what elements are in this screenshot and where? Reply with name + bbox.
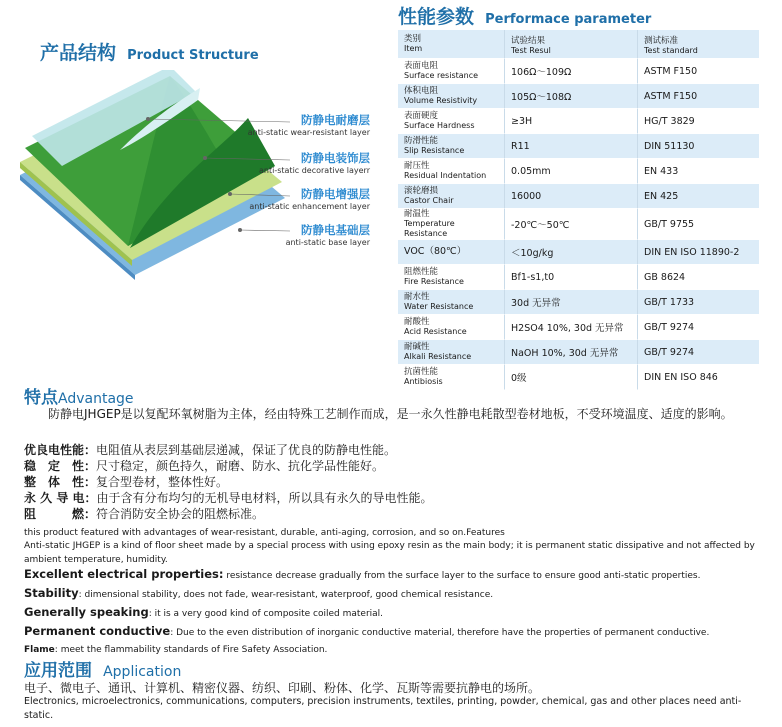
row-result: 0.05mm — [504, 159, 637, 184]
header-item-en: Item — [404, 44, 423, 53]
advantage-point-en-text: : meet the flammability standards of Fire Safety Association. — [54, 645, 328, 655]
layer-label-decorative — [238, 150, 370, 175]
advantage-point-text: 尺寸稳定，颜色持久，耐磨、防水、抗化学品性能好。 — [96, 459, 385, 473]
row-item-cn: VOC（80℃） — [404, 246, 467, 257]
row-item — [398, 159, 504, 184]
advantage-point-en-label: Generally speaking — [24, 605, 149, 619]
row-item-en: Antibiosis — [404, 377, 443, 386]
layer-label-enhancement — [238, 186, 370, 211]
row-standard: EN 433 — [637, 159, 759, 184]
application-text-cn: 电子、微电子、通讯、计算机、精密仪器、纺织、印刷、粉体、化学、瓦斯等需要抗静电的场所。 — [24, 681, 541, 695]
advantage-en-line1: this product featured with advantages of wear-resistant, durable, anti-aging, corrosion, and so on.Features — [24, 528, 505, 538]
row-item-cn: 滚轮磨损 — [404, 186, 439, 196]
layer-label-wear-cn: 防静电耐磨层 — [301, 113, 370, 127]
row-standard: GB/T 9755 — [637, 209, 759, 240]
structure-title-en: Product Structure — [127, 48, 259, 63]
row-item-en: Residual Indentation — [404, 171, 487, 180]
row-item-en: Slip Resistance — [404, 146, 465, 155]
table-row — [398, 365, 759, 390]
table-row — [398, 159, 759, 184]
advantage-point-text: 复合型卷材，整体性好。 — [96, 475, 229, 489]
advantage-point-en-label: Permanent conductive — [24, 624, 171, 638]
row-item-cn: 耐碱性 — [404, 342, 430, 352]
row-item-cn: 耐酸性 — [404, 317, 430, 327]
advantage-point-label: 优良电性能： — [24, 443, 97, 457]
row-result: 0级 — [504, 365, 637, 390]
table-row — [398, 240, 759, 265]
advantage-point-cn — [24, 490, 762, 506]
row-result: 16000 — [504, 184, 637, 209]
row-item-cn: 表面硬度 — [404, 111, 439, 121]
row-result: 105Ω～108Ω — [504, 84, 637, 109]
row-standard: GB 8624 — [637, 265, 759, 290]
row-item-en: Castor Chair — [404, 196, 454, 205]
row-item-en: Surface Hardness — [404, 121, 475, 130]
table-header-row — [398, 30, 759, 59]
row-result: ＜10g/kg — [504, 240, 637, 265]
header-result — [504, 30, 637, 59]
header-result-en: Test Resul — [511, 45, 551, 55]
row-item — [398, 209, 504, 240]
advantage-en-line2: Anti-static JHGEP is a kind of floor sheet made by a special process with using epoxy resin as the main body; it is permanent static dissipative and not affected by ambient temperature, humidity. — [24, 541, 755, 565]
row-standard: ASTM F150 — [637, 59, 759, 84]
performance-table — [398, 30, 759, 390]
advantage-point-en-text: : dimensional stability, does not fade, wear-resistant, waterproof, good chemical resistance. — [78, 590, 494, 600]
row-item — [398, 184, 504, 209]
row-item-en: Alkali Resistance — [404, 352, 472, 361]
advantage-points-en — [24, 566, 769, 659]
header-standard-en: Test standard — [644, 45, 698, 55]
row-item-cn: 表面电阻 — [404, 61, 439, 71]
header-item-cn: 类别 — [404, 34, 422, 44]
structure-heading — [40, 38, 259, 65]
advantage-point-text: 由于含有分布均匀的无机导电材料，所以具有永久的导电性能。 — [96, 491, 433, 505]
advantage-heading — [24, 383, 134, 408]
row-item — [398, 240, 504, 265]
row-result: -20℃～50℃ — [504, 209, 637, 240]
structure-title-cn: 产品结构 — [40, 42, 117, 64]
advantage-point-en-label: Excellent electrical properties: — [24, 567, 224, 581]
advantage-point-label: 阻 燃： — [24, 507, 97, 521]
row-item — [398, 59, 504, 84]
table-row — [398, 315, 759, 340]
row-item-en: Acid Resistance — [404, 327, 467, 336]
row-item-en: Volume Resistivity — [404, 96, 478, 105]
application-heading — [24, 656, 181, 681]
layer-label-enhancement-en: anti-static enhancement layer — [249, 202, 370, 211]
row-result: R11 — [504, 134, 637, 159]
layer-label-decorative-cn: 防静电装饰层 — [301, 151, 370, 165]
row-item — [398, 265, 504, 290]
application-title-en: Application — [103, 664, 182, 680]
advantage-point-text: 符合消防安全协会的阻燃标准。 — [96, 507, 265, 521]
application-title-cn: 应用范围 — [24, 661, 92, 681]
advantage-point-en-text: : it is a very good kind of composite coiled material. — [148, 609, 384, 619]
row-result: NaOH 10%, 30d 无异常 — [504, 340, 637, 365]
advantage-point-en — [24, 585, 769, 604]
row-item-cn: 阻燃性能 — [404, 267, 439, 277]
row-item — [398, 109, 504, 134]
advantage-point-en-text: resistance decrease gradually from the surface layer to the surface to ensure good anti-static properties. — [223, 571, 701, 581]
row-standard: DIN EN ISO 11890-2 — [637, 240, 759, 265]
header-standard-cn: 测试标准 — [644, 35, 679, 46]
row-item-cn: 抗菌性能 — [404, 367, 439, 377]
row-result: 106Ω～109Ω — [504, 59, 637, 84]
advantage-point-en-label: Flame — [24, 645, 55, 655]
row-item — [398, 84, 504, 109]
row-standard: GB/T 9274 — [637, 315, 759, 340]
row-item-cn: 防滑性能 — [404, 136, 439, 146]
performance-title-cn: 性能参数 — [398, 6, 475, 28]
header-result-cn: 试验结果 — [511, 35, 546, 46]
advantage-point-en-label: Stability — [24, 586, 79, 600]
row-item-en: Surface resistance — [404, 71, 479, 80]
advantage-title-en: Advantage — [58, 391, 134, 407]
application-text-en: Electronics, microelectronics, communications, computers, precision instruments, textiles, printing, powder, chemical, gas and other places need anti-static. — [24, 696, 742, 721]
row-standard: HG/T 3829 — [637, 109, 759, 134]
advantage-point-en — [24, 604, 769, 623]
layer-label-wear — [238, 112, 370, 137]
row-result: Bf1-s1,t0 — [504, 265, 637, 290]
advantage-point-label: 整 体 性： — [24, 475, 97, 489]
row-item-en: Water Resistance — [404, 302, 474, 311]
performance-title-en: Performace parameter — [485, 12, 652, 27]
row-result: 30d 无异常 — [504, 290, 637, 315]
layer-label-base — [238, 222, 370, 247]
advantage-point-label: 永 久 导 电： — [24, 491, 97, 505]
table-row — [398, 340, 759, 365]
table-row — [398, 265, 759, 290]
row-item — [398, 340, 504, 365]
row-item — [398, 290, 504, 315]
table-row — [398, 84, 759, 109]
advantage-point-label: 稳 定 性： — [24, 459, 97, 473]
row-item-en: Temperature Resistance — [404, 219, 455, 238]
advantage-point-cn — [24, 442, 762, 458]
advantage-point-en — [24, 566, 769, 585]
row-standard: DIN EN ISO 846 — [637, 365, 759, 390]
header-item — [398, 30, 504, 59]
row-item-cn: 体积电阻 — [404, 86, 439, 96]
row-item — [398, 365, 504, 390]
advantage-point-cn — [24, 474, 762, 490]
table-row — [398, 109, 759, 134]
row-item-en: Fire Resistance — [404, 277, 464, 286]
layer-label-base-en: anti-static base layer — [285, 238, 370, 247]
row-item-cn: 耐压性 — [404, 161, 430, 171]
row-standard: EN 425 — [637, 184, 759, 209]
advantage-points-cn — [24, 442, 762, 522]
table-row — [398, 184, 759, 209]
header-standard — [637, 30, 759, 59]
table-row — [398, 209, 759, 240]
layer-structure-illustration — [20, 70, 400, 280]
advantage-point-cn — [24, 458, 762, 474]
row-result: H2SO4 10%, 30d 无异常 — [504, 315, 637, 340]
row-item-cn: 耐温性 — [404, 209, 430, 219]
row-standard: DIN 51130 — [637, 134, 759, 159]
advantage-title-cn: 特点 — [24, 388, 58, 408]
row-standard: GB/T 1733 — [637, 290, 759, 315]
table-row — [398, 59, 759, 84]
layer-label-decorative-en: anti-static decorative layerr — [259, 166, 370, 175]
row-result: ≥3H — [504, 109, 637, 134]
row-item — [398, 315, 504, 340]
layer-label-base-cn: 防静电基础层 — [301, 223, 370, 237]
advantage-point-en — [24, 623, 769, 642]
row-standard: GB/T 9274 — [637, 340, 759, 365]
advantage-intro-cn: 防静电JHGEP是以复配环氧树脂为主体，经由特殊工艺制作而成，是一永久性静电耗散型卷材地板，不受环境温度、适度的影响。 — [48, 407, 733, 421]
row-item — [398, 134, 504, 159]
advantage-point-en-text: : Due to the even distribution of inorganic conductive material, therefore have the properties of permanent conductive. — [170, 628, 710, 638]
table-row — [398, 134, 759, 159]
layer-label-enhancement-cn: 防静电增强层 — [301, 187, 370, 201]
table-row — [398, 290, 759, 315]
advantage-point-text: 电阻值从表层到基础层递减，保证了优良的防静电性能。 — [96, 443, 397, 457]
row-item-cn: 耐水性 — [404, 292, 430, 302]
advantage-point-cn — [24, 506, 762, 522]
performance-heading — [398, 2, 651, 29]
layer-label-wear-en: anti-static wear-resistant layer — [247, 128, 370, 137]
row-standard: ASTM F150 — [637, 84, 759, 109]
